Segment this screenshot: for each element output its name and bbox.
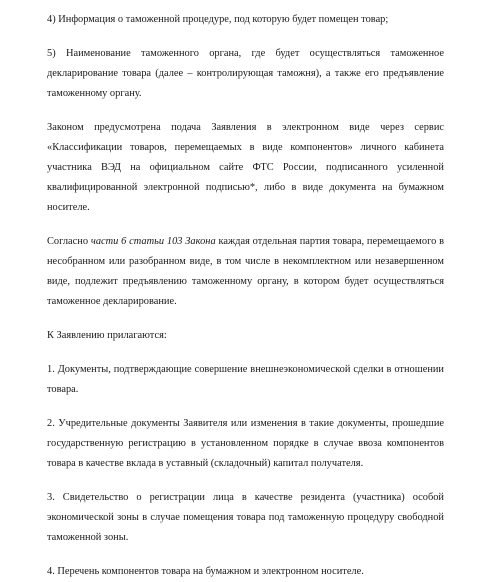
list-item-components-list: 4. Перечень компонентов товара на бумажном и электронном носителе. (47, 566, 364, 577)
list-item-founding-documents: 2. Учредительные документы Заявителя или изменения в такие документы, прошедшие государственную регистрацию в установленном порядке в случае ввоза компонентов товара в качестве вклада в уставный (складочный) капитал получателя. (47, 418, 444, 469)
paragraph-customs-procedure: 4) Информация о таможенной процедуре, под которую будет помещен товар; (47, 14, 389, 25)
paragraph-customs-authority: 5) Наименование таможенного органа, где будет осуществляться таможенное декларирование товара (далее – контролирующая таможня), а также его предъявление таможенному органу. (47, 48, 444, 99)
paragraph-electronic-submission: Законом предусмотрена подача Заявления в электронном виде через сервис «Классификации товаров, перемещаемых в виде компонентов» личного кабинета участника ВЭД на официальном сайте ФТС России, подписанного усиленной квалифицированной электронной подписью*, либо в виде документа на бумажном носителе. (47, 122, 444, 213)
list-item-documents: 1. Документы, подтверждающие совершение внешнеэкономической сделки в отношении товара. (47, 364, 444, 395)
law-text-after: каждая отдельная партия товара, перемещаемого в несобранном или разобранном виде, в том числе в некомплектном или незавершенном виде, подлежит предъявлению таможенному органу, в котором будет осуществляться таможенное декларирование. (47, 236, 444, 307)
paragraph-law-reference (47, 232, 444, 312)
paragraph-attachments-heading: К Заявлению прилагаются: (47, 330, 167, 341)
law-reference-link[interactable]: части 6 статьи 103 Закона (90, 236, 216, 247)
law-text-before: Согласно (47, 236, 91, 247)
list-item-resident-certificate: 3. Свидетельство о регистрации лица в качестве резидента (участника) особой экономической зоны в случае помещения товара под таможенную процедуру свободной таможенной зоны. (47, 492, 444, 543)
